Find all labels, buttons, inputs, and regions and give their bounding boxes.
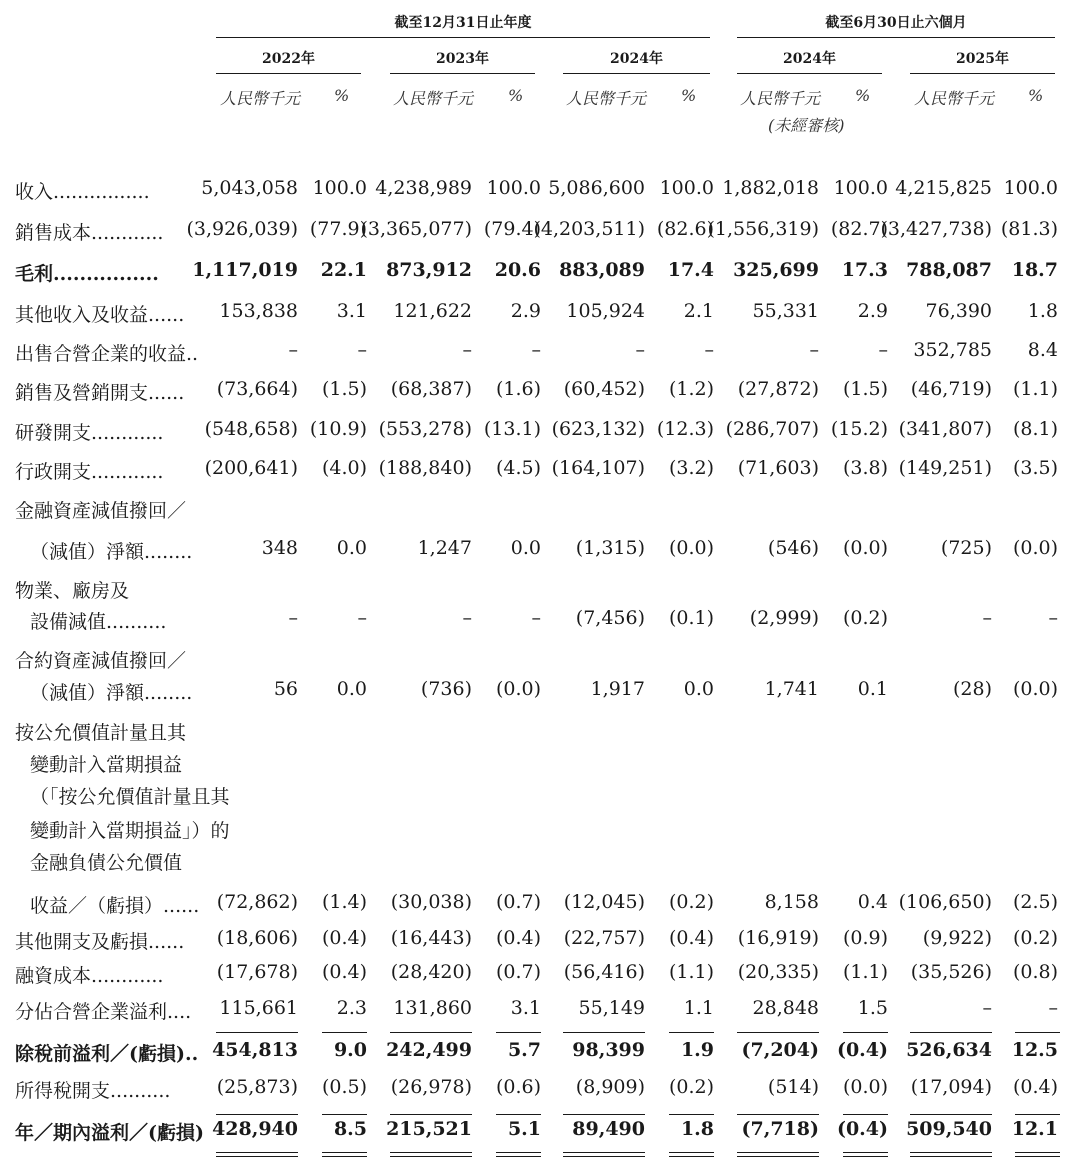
unit-amount: 人民幣千元 — [914, 89, 995, 108]
amount-cell: (73,664) — [216, 378, 298, 400]
amount-cell: – — [982, 997, 992, 1019]
percent-cell: (12.3) — [656, 418, 714, 440]
double-underline — [737, 1152, 819, 1157]
row-label: （減值）淨額........ — [30, 682, 193, 704]
unit-percent: % — [681, 86, 697, 105]
amount-cell: 89,490 — [572, 1118, 645, 1140]
percent-cell: 8.4 — [1027, 339, 1058, 361]
amount-cell: 153,838 — [219, 300, 298, 322]
group-header-six-months: 截至6月30日止六個月 — [825, 15, 967, 31]
amount-cell: 352,785 — [913, 339, 992, 361]
amount-cell: (16,919) — [737, 927, 819, 949]
group-header-fiscal-year: 截至12月31日止年度 — [394, 15, 532, 31]
amount-cell: 4,215,825 — [895, 177, 992, 199]
percent-cell: 1.8 — [1027, 300, 1058, 322]
percent-cell: 1.9 — [680, 1039, 714, 1061]
subtotal-rule — [496, 1032, 541, 1033]
amount-cell: (3,427,738) — [880, 218, 992, 240]
percent-cell: 0.0 — [336, 537, 367, 559]
amount-cell: (22,757) — [563, 927, 645, 949]
subtotal-rule — [843, 1032, 888, 1033]
amount-cell: (71,603) — [737, 457, 819, 479]
percent-cell: (4.0) — [321, 457, 367, 479]
percent-cell: 1.8 — [680, 1118, 714, 1140]
row-label: 分佔合營企業溢利.... — [15, 1001, 192, 1023]
percent-cell: (0.2) — [1012, 927, 1058, 949]
subtotal-rule — [1015, 1032, 1060, 1033]
subtotal-rule — [322, 1032, 367, 1033]
year-header: 2024年 — [783, 51, 836, 67]
unit-amount: 人民幣千元 — [566, 89, 647, 108]
amount-cell: 215,521 — [386, 1118, 472, 1140]
row-label: 收入................ — [15, 181, 150, 203]
year-header-rule — [390, 73, 535, 74]
percent-cell: 0.1 — [857, 678, 888, 700]
year-header: 2022年 — [262, 51, 315, 67]
amount-cell: (60,452) — [563, 378, 645, 400]
percent-cell: (0.0) — [842, 1076, 888, 1098]
percent-cell: (1.2) — [668, 378, 714, 400]
percent-cell: 100.0 — [659, 177, 714, 199]
percent-cell: (1.5) — [842, 378, 888, 400]
percent-cell: – — [878, 339, 888, 361]
amount-cell: (26,978) — [390, 1076, 472, 1098]
total-rule — [390, 1114, 472, 1115]
amount-cell: 121,622 — [393, 300, 472, 322]
year-header-rule — [737, 73, 882, 74]
amount-cell: – — [635, 339, 645, 361]
row-label: 出售合營企業的收益.. — [15, 343, 199, 365]
percent-cell: – — [1048, 997, 1058, 1019]
total-rule — [563, 1114, 645, 1115]
amount-cell: 454,813 — [212, 1039, 298, 1061]
amount-cell: (16,443) — [390, 927, 472, 949]
year-header-rule — [563, 73, 710, 74]
percent-cell: (0.0) — [842, 537, 888, 559]
percent-cell: (0.0) — [1012, 678, 1058, 700]
percent-cell: 2.9 — [510, 300, 541, 322]
unit-percent: % — [855, 86, 871, 105]
row-label: 金融資產減值撥回／ — [15, 500, 187, 522]
row-label: 合約資產減值撥回／ — [15, 650, 187, 672]
row-label: 研發開支............ — [15, 422, 164, 444]
total-rule — [737, 1114, 819, 1115]
amount-cell: (7,718) — [741, 1118, 819, 1140]
percent-cell: (79.4) — [483, 218, 541, 240]
total-rule — [322, 1114, 367, 1115]
percent-cell: (82.7) — [830, 218, 888, 240]
amount-cell: 883,089 — [559, 259, 645, 281]
amount-cell: (17,678) — [216, 961, 298, 983]
percent-cell: 100.0 — [1003, 177, 1058, 199]
year-header: 2023年 — [436, 51, 489, 67]
percent-cell: (0.4) — [321, 927, 367, 949]
amount-cell: 325,699 — [733, 259, 819, 281]
amount-cell: (1,315) — [575, 537, 645, 559]
subtotal-rule — [737, 1032, 819, 1033]
percent-cell: (0.1) — [668, 607, 714, 629]
amount-cell: 1,741 — [764, 678, 819, 700]
amount-cell: (164,107) — [551, 457, 645, 479]
amount-cell: (736) — [420, 678, 472, 700]
percent-cell: (1.5) — [321, 378, 367, 400]
percent-cell: (0.6) — [495, 1076, 541, 1098]
double-underline — [1015, 1152, 1060, 1157]
row-label: （「按公允價值計量且其 — [30, 786, 230, 808]
percent-cell: (1.1) — [842, 961, 888, 983]
amount-cell: 5,043,058 — [201, 177, 298, 199]
amount-cell: 5,086,600 — [548, 177, 645, 199]
percent-cell: 1.5 — [857, 997, 888, 1019]
amount-cell: (725) — [940, 537, 992, 559]
amount-cell: (27,872) — [737, 378, 819, 400]
amount-cell: (106,650) — [898, 891, 992, 913]
amount-cell: (8,909) — [575, 1076, 645, 1098]
row-label: 其他開支及虧損...... — [15, 931, 185, 953]
amount-cell: (18,606) — [216, 927, 298, 949]
amount-cell: – — [288, 339, 298, 361]
double-underline — [496, 1152, 541, 1157]
percent-cell: (1.1) — [668, 961, 714, 983]
amount-cell: 526,634 — [906, 1039, 992, 1061]
amount-cell: 1,247 — [417, 537, 472, 559]
percent-cell: 100.0 — [486, 177, 541, 199]
year-header: 2025年 — [956, 51, 1009, 67]
total-rule — [910, 1114, 992, 1115]
percent-cell: (77.9) — [309, 218, 367, 240]
amount-cell: – — [982, 607, 992, 629]
amount-cell: (3,926,039) — [186, 218, 298, 240]
unit-percent: % — [508, 86, 524, 105]
percent-cell: – — [357, 339, 367, 361]
amount-cell: (286,707) — [725, 418, 819, 440]
unit-unaudited: (未經審核) — [768, 116, 845, 135]
row-label: 變動計入當期損益 — [30, 754, 183, 776]
unit-amount: 人民幣千元 — [220, 89, 301, 108]
percent-cell: (8.1) — [1012, 418, 1058, 440]
unit-amount: 人民幣千元 — [393, 89, 474, 108]
amount-cell: 76,390 — [925, 300, 992, 322]
amount-cell: (1,556,319) — [707, 218, 819, 240]
amount-cell: 8,158 — [764, 891, 819, 913]
percent-cell: (0.0) — [495, 678, 541, 700]
amount-cell: (623,132) — [551, 418, 645, 440]
double-underline — [669, 1152, 714, 1157]
percent-cell: (10.9) — [309, 418, 367, 440]
percent-cell: 8.5 — [333, 1118, 367, 1140]
row-label: 收益／（虧損）...... — [30, 895, 200, 917]
percent-cell: (1.1) — [1012, 378, 1058, 400]
amount-cell: (9,922) — [922, 927, 992, 949]
percent-cell: – — [531, 339, 541, 361]
percent-cell: (4.5) — [495, 457, 541, 479]
amount-cell: (25,873) — [216, 1076, 298, 1098]
percent-cell: (3.8) — [842, 457, 888, 479]
subtotal-rule — [216, 1032, 298, 1033]
double-underline — [843, 1152, 888, 1157]
amount-cell: 1,917 — [590, 678, 645, 700]
percent-cell: 12.5 — [1011, 1039, 1058, 1061]
amount-cell: 131,860 — [393, 997, 472, 1019]
subtotal-rule — [910, 1032, 992, 1033]
percent-cell: 12.1 — [1011, 1118, 1058, 1140]
percent-cell: 9.0 — [333, 1039, 367, 1061]
percent-cell: (0.0) — [668, 537, 714, 559]
amount-cell: (72,862) — [216, 891, 298, 913]
amount-cell: 105,924 — [566, 300, 645, 322]
percent-cell: (0.4) — [495, 927, 541, 949]
amount-cell: 428,940 — [212, 1118, 298, 1140]
percent-cell: – — [531, 607, 541, 629]
percent-cell: (82.6) — [656, 218, 714, 240]
amount-cell: 55,149 — [578, 997, 645, 1019]
unit-percent: % — [1028, 86, 1044, 105]
row-label: 按公允價值計量且其 — [15, 722, 187, 744]
percent-cell: 18.7 — [1011, 259, 1058, 281]
percent-cell: (0.4) — [668, 927, 714, 949]
percent-cell: (81.3) — [1000, 218, 1058, 240]
amount-cell: (28) — [952, 678, 992, 700]
percent-cell: 0.0 — [336, 678, 367, 700]
amount-cell: (514) — [767, 1076, 819, 1098]
double-underline — [322, 1152, 367, 1157]
percent-cell: 0.0 — [510, 537, 541, 559]
percent-cell: – — [704, 339, 714, 361]
amount-cell: (7,456) — [575, 607, 645, 629]
row-label: 除稅前溢利／(虧損).. — [15, 1043, 199, 1065]
amount-cell: 115,661 — [219, 997, 298, 1019]
amount-cell: – — [462, 339, 472, 361]
amount-cell: 56 — [273, 678, 298, 700]
amount-cell: 98,399 — [572, 1039, 645, 1061]
percent-cell: (13.1) — [483, 418, 541, 440]
percent-cell: 5.1 — [507, 1118, 541, 1140]
subtotal-rule — [563, 1032, 645, 1033]
row-label: 毛利................ — [15, 263, 159, 285]
amount-cell: – — [462, 607, 472, 629]
percent-cell: 1.1 — [683, 997, 714, 1019]
percent-cell: 2.3 — [336, 997, 367, 1019]
amount-cell: (7,204) — [741, 1039, 819, 1061]
percent-cell: 100.0 — [312, 177, 367, 199]
row-label: 設備減值.......... — [30, 611, 167, 633]
percent-cell: – — [357, 607, 367, 629]
amount-cell: (149,251) — [898, 457, 992, 479]
percent-cell: (0.2) — [668, 891, 714, 913]
amount-cell: 873,912 — [386, 259, 472, 281]
total-rule — [216, 1114, 298, 1115]
percent-cell: (2.5) — [1012, 891, 1058, 913]
row-label: 銷售及營銷開支...... — [15, 382, 185, 404]
unit-amount: 人民幣千元 — [740, 89, 821, 108]
percent-cell: – — [1048, 607, 1058, 629]
year-header-rule — [910, 73, 1055, 74]
amount-cell: (3,365,077) — [360, 218, 472, 240]
percent-cell: (0.0) — [1012, 537, 1058, 559]
amount-cell: (200,641) — [204, 457, 298, 479]
amount-cell: (17,094) — [910, 1076, 992, 1098]
group-header-rule — [216, 37, 710, 38]
amount-cell: 509,540 — [906, 1118, 992, 1140]
percent-cell: (0.2) — [668, 1076, 714, 1098]
percent-cell: (0.7) — [495, 891, 541, 913]
amount-cell: 242,499 — [386, 1039, 472, 1061]
total-rule — [496, 1114, 541, 1115]
amount-cell: 1,117,019 — [192, 259, 298, 281]
percent-cell: (0.4) — [836, 1118, 888, 1140]
amount-cell: (12,045) — [563, 891, 645, 913]
percent-cell: 3.1 — [336, 300, 367, 322]
percent-cell: (0.4) — [1012, 1076, 1058, 1098]
amount-cell: 348 — [261, 537, 298, 559]
row-label: （減值）淨額........ — [30, 541, 193, 563]
subtotal-rule — [669, 1032, 714, 1033]
amount-cell: 55,331 — [752, 300, 819, 322]
amount-cell: 1,882,018 — [722, 177, 819, 199]
percent-cell: (0.2) — [842, 607, 888, 629]
amount-cell: (35,526) — [910, 961, 992, 983]
amount-cell: – — [288, 607, 298, 629]
percent-cell: 22.1 — [320, 259, 367, 281]
amount-cell: (546) — [767, 537, 819, 559]
percent-cell: (15.2) — [830, 418, 888, 440]
amount-cell: (548,658) — [204, 418, 298, 440]
percent-cell: 17.3 — [841, 259, 888, 281]
group-header-rule — [737, 37, 1055, 38]
percent-cell: (3.5) — [1012, 457, 1058, 479]
amount-cell: (28,420) — [390, 961, 472, 983]
double-underline — [390, 1152, 472, 1157]
percent-cell: 2.1 — [683, 300, 714, 322]
percent-cell: 2.9 — [857, 300, 888, 322]
amount-cell: – — [809, 339, 819, 361]
percent-cell: 0.0 — [683, 678, 714, 700]
amount-cell: (20,335) — [737, 961, 819, 983]
percent-cell: (1.4) — [321, 891, 367, 913]
percent-cell: (0.9) — [842, 927, 888, 949]
double-underline — [910, 1152, 992, 1157]
percent-cell: 3.1 — [510, 997, 541, 1019]
row-label: 融資成本............ — [15, 965, 164, 987]
row-label: 所得稅開支.......... — [15, 1080, 171, 1102]
percent-cell: (3.2) — [668, 457, 714, 479]
percent-cell: (0.7) — [495, 961, 541, 983]
row-label: 其他收入及收益...... — [15, 304, 185, 326]
row-label: 行政開支............ — [15, 461, 164, 483]
row-label: 銷售成本............ — [15, 222, 164, 244]
percent-cell: (1.6) — [495, 378, 541, 400]
row-label: 物業、廠房及 — [15, 580, 130, 602]
amount-cell: (4,203,511) — [533, 218, 645, 240]
total-rule — [843, 1114, 888, 1115]
percent-cell: 17.4 — [667, 259, 714, 281]
percent-cell: 100.0 — [833, 177, 888, 199]
amount-cell: (341,807) — [898, 418, 992, 440]
amount-cell: (30,038) — [390, 891, 472, 913]
percent-cell: (0.4) — [321, 961, 367, 983]
total-rule — [669, 1114, 714, 1115]
amount-cell: 4,238,989 — [375, 177, 472, 199]
percent-cell: 5.7 — [507, 1039, 541, 1061]
subtotal-rule — [390, 1032, 472, 1033]
amount-cell: (2,999) — [749, 607, 819, 629]
percent-cell: (0.4) — [836, 1039, 888, 1061]
percent-cell: (0.5) — [321, 1076, 367, 1098]
amount-cell: (68,387) — [390, 378, 472, 400]
unit-percent: % — [334, 86, 350, 105]
amount-cell: (56,416) — [563, 961, 645, 983]
row-label: 金融負債公允價值 — [30, 852, 183, 874]
percent-cell: 0.4 — [857, 891, 888, 913]
year-header: 2024年 — [610, 51, 663, 67]
amount-cell: (188,840) — [378, 457, 472, 479]
percent-cell: (0.8) — [1012, 961, 1058, 983]
amount-cell: 788,087 — [906, 259, 992, 281]
amount-cell: 28,848 — [752, 997, 819, 1019]
percent-cell: 20.6 — [494, 259, 541, 281]
row-label: 年／期內溢利／(虧損) — [15, 1122, 204, 1144]
double-underline — [216, 1152, 298, 1157]
year-header-rule — [216, 73, 361, 74]
total-rule — [1015, 1114, 1060, 1115]
amount-cell: (46,719) — [910, 378, 992, 400]
double-underline — [563, 1152, 645, 1157]
amount-cell: (553,278) — [378, 418, 472, 440]
row-label: 變動計入當期損益」）的 — [30, 820, 230, 842]
